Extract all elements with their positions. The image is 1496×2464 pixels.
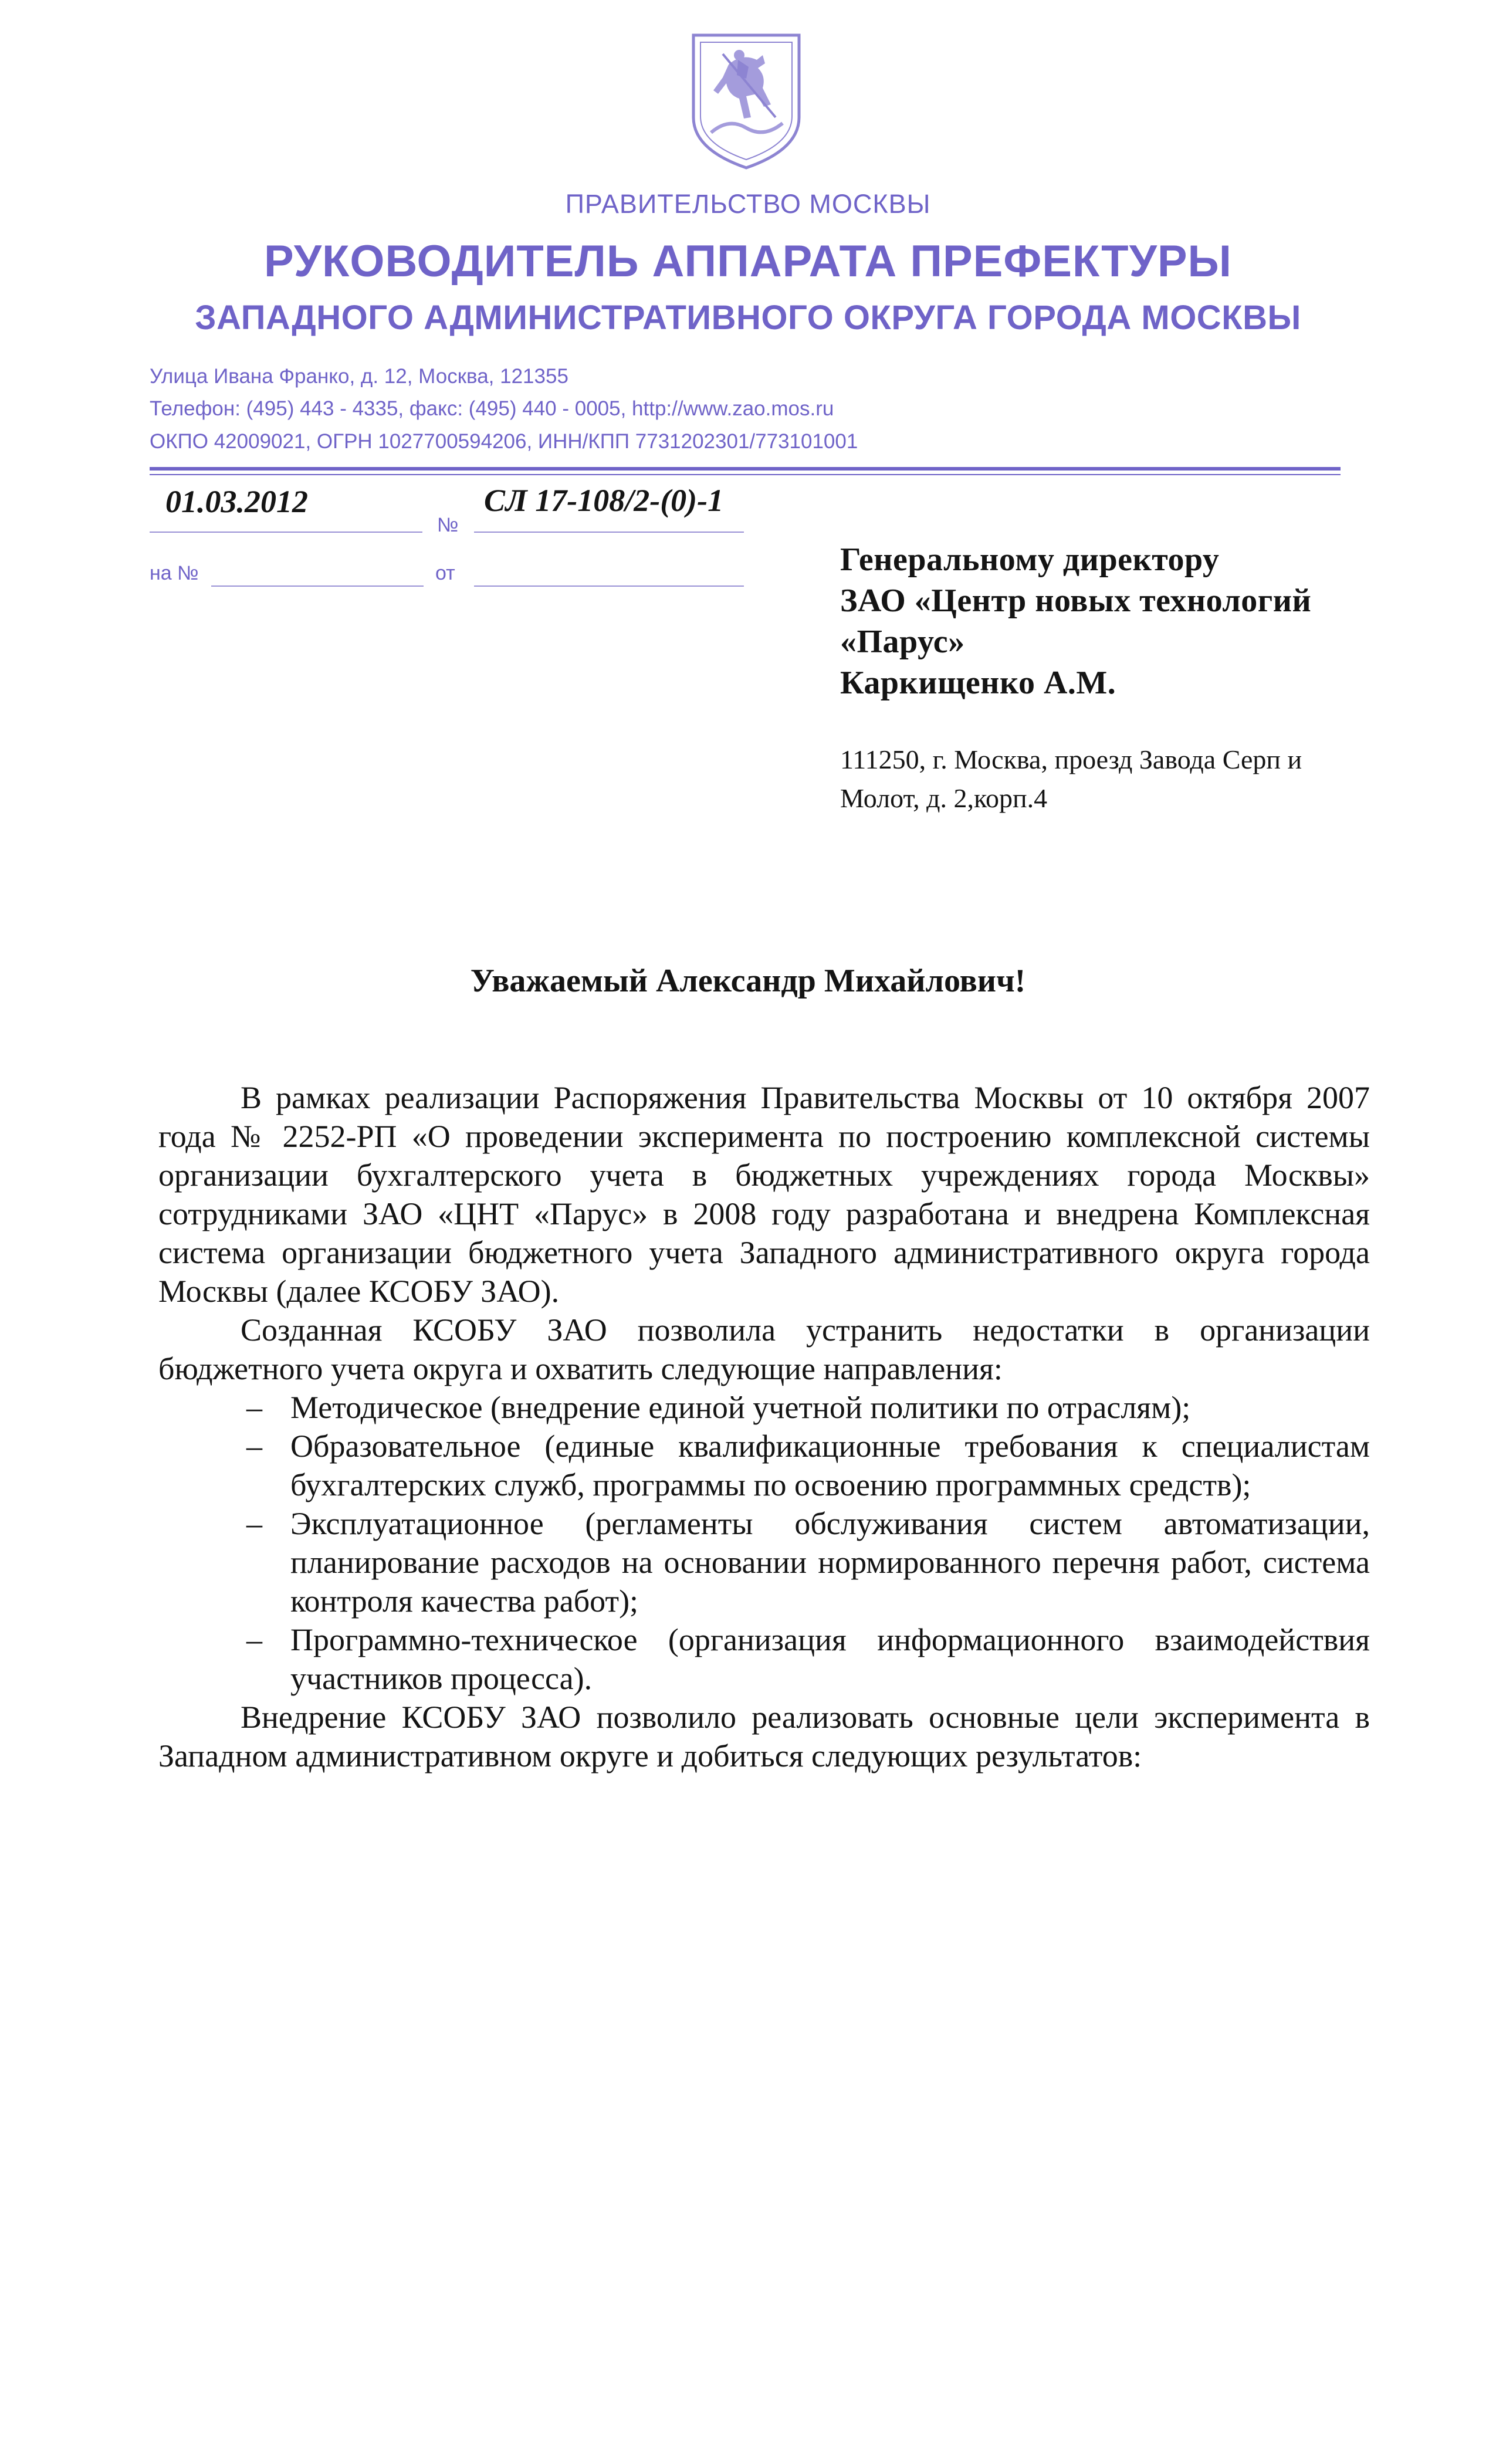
recipient-line: Каркищенко А.М.: [840, 665, 1116, 701]
reply-date-field-line: [474, 585, 744, 587]
number-label: №: [437, 514, 459, 536]
reply-number-field-line: [211, 585, 424, 587]
body-paragraph: Внедрение КСОБУ ЗАО позволило реализовать основные цели эксперимента в Западном административном округе и добиться следующих результатов:: [158, 1700, 1370, 1773]
recipient-postal-address: 111250, г. Москва, проезд Завода Серп и Молот, д. 2,корп.4: [840, 744, 1302, 813]
letterhead-rule-thin: [150, 474, 1341, 475]
recipient-line: ЗАО «Центр новых технологий: [840, 583, 1312, 619]
number-field-line: [474, 532, 744, 533]
salutation: Уважаемый Александр Михайлович!: [470, 963, 1026, 999]
letter-body: [158, 1078, 1370, 1775]
recipient-line: «Парус»: [840, 624, 965, 660]
list-item-text: Образовательное (единые квалификационные требования к специалистам бухгалтерских служб, программы по освоению программных средств);: [290, 1429, 1370, 1502]
list-item-text: Методическое (внедрение единой учетной политики по отраслям);: [290, 1390, 1191, 1425]
recipient-line: Генеральному директору: [840, 541, 1220, 578]
outgoing-number: СЛ 17-108/2-(0)-1: [484, 483, 724, 518]
date-field-line: [150, 532, 422, 533]
list-item-text: Программно-техническое (организация информационного взаимодействия участников процесса).: [290, 1622, 1370, 1696]
list-item: – Методическое (внедрение единой учетной политики по отраслям);: [246, 1390, 1191, 1425]
letterhead-phones: Телефон: (495) 443 - 4335, факс: (495) 440 - 0005, http://www.zao.mos.ru: [150, 397, 834, 420]
body-paragraph: Созданная КСОБУ ЗАО позволила устранить недостатки в организации бюджетного учета округа и охватить следующие направления:: [158, 1312, 1370, 1386]
letterhead-address: Улица Ивана Франко, д. 12, Москва, 121355: [150, 365, 568, 388]
list-item: – Образовательное (единые квалификационные требования к специалистам бухгалтерских служб, программы по освоению программных средств);: [246, 1429, 1370, 1502]
letterhead-subtitle: ЗАПАДНОГО АДМИНИСТРАТИВНОГО ОКРУГА ГОРОДА МОСКВЫ: [195, 299, 1301, 337]
directions-list: [158, 1388, 1370, 1698]
list-item: – Эксплуатационное (регламенты обслуживания систем автоматизации, планирование расходов на основании нормированного перечня работ, система контроля качества работ);: [246, 1506, 1370, 1619]
body-paragraph: В рамках реализации Распоряжения Правительства Москвы от 10 октября 2007 года № 2252-РП «О проведении эксперимента по построению комплексной системы организации бухгалтерского учета в бюджетных учреждениях города Москвы» сотрудниками ЗАО «ЦНТ «Парус» в 2008 году разработана и внедрена Комплексная система организации бюджетного учета Западного административного округа города Москвы (далее КСОБУ ЗАО).: [158, 1080, 1370, 1309]
list-item-text: Эксплуатационное (регламенты обслуживания систем автоматизации, планирование расходов на основании нормированного перечня работ, система контроля качества работ);: [290, 1506, 1370, 1619]
letterhead-title: РУКОВОДИТЕЛЬ АППАРАТА ПРЕФЕКТУРЫ: [264, 236, 1232, 286]
letterhead-rule: [150, 467, 1341, 471]
government-name: ПРАВИТЕЛЬСТВО МОСКВЫ: [565, 189, 931, 219]
outgoing-date: 01.03.2012: [165, 484, 308, 519]
reply-to-label: на №: [150, 562, 199, 584]
list-item: – Программно-техническое (организация информационного взаимодействия участников процесса).: [246, 1622, 1370, 1696]
moscow-coat-of-arms-icon: [688, 29, 805, 172]
from-label: от: [435, 562, 455, 584]
letterhead-codes: ОКПО 42009021, ОГРН 1027700594206, ИНН/КПП 7731202301/773101001: [150, 430, 858, 453]
